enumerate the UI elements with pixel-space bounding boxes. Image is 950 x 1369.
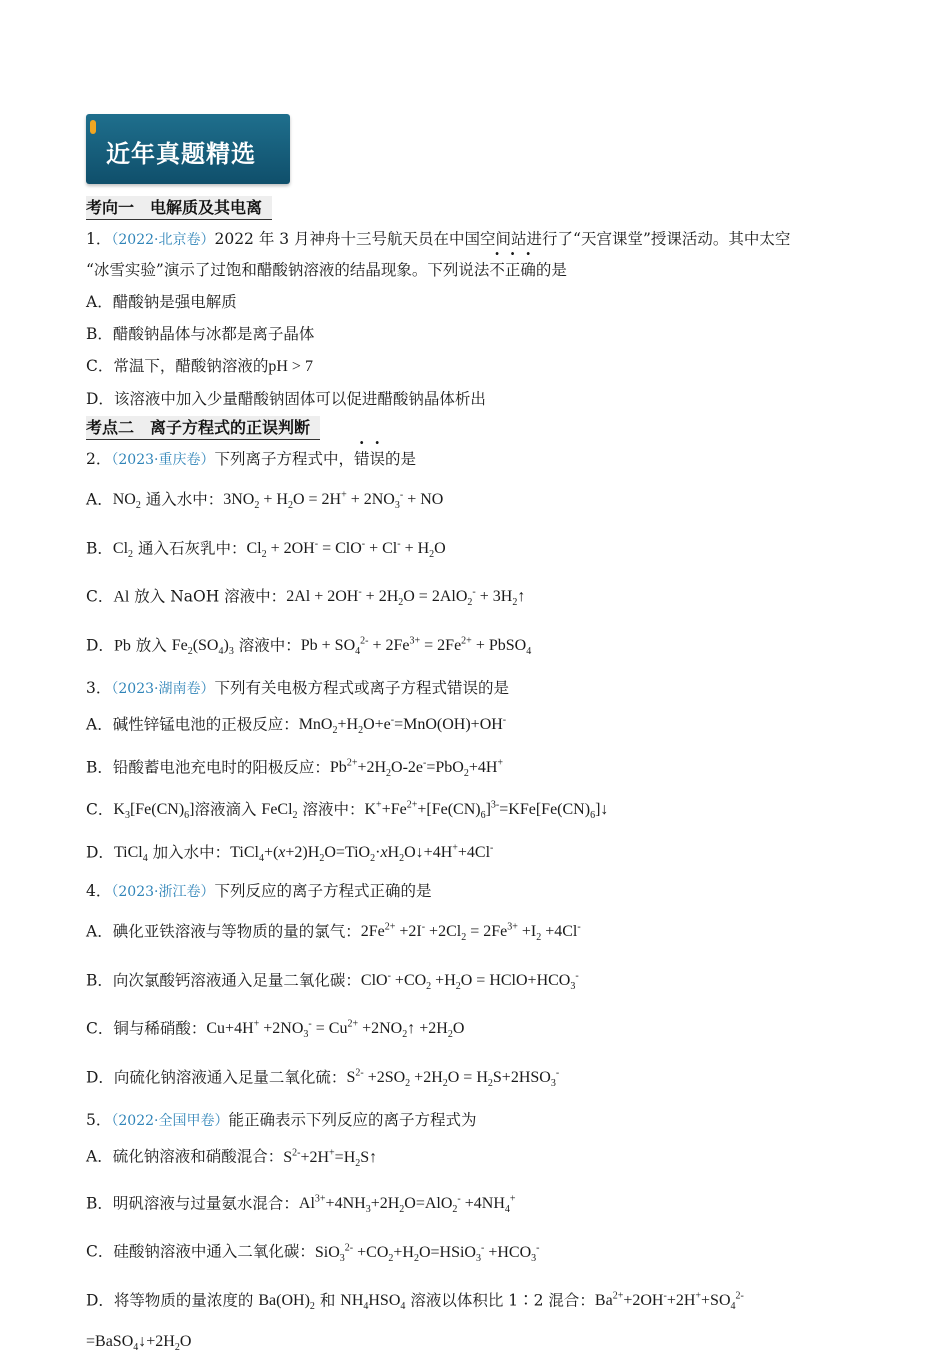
- q2-option-d: D．Pb 放入 $Fe_2(SO_4)_3$ 溶液中：$Pb + SO_4^{2-} + 2Fe^{3+} = 2Fe^{2+}$ + PbSO$_4$: [86, 635, 532, 658]
- q3-option-a: A．碱性锌锰电池的正极反应：$MnO_2+H_2O+e^-=MnO(OH)+OH^-$: [86, 715, 507, 737]
- q5-option-a: A．硫化钠溶液和硝酸混合：$S^{2-}+2H^+=H_2S↑$: [86, 1147, 378, 1169]
- q3-option-b: B．铅酸蓄电池充电时的阳极反应：$Pb^{2+}+2H_2O-2e^-=PbO_2+4H^+$: [86, 757, 504, 780]
- section-banner: [86, 114, 290, 184]
- q3-option-d: D．TiCl$_4$ 加入水中：$TiCl_4+(x+2)H_2O=TiO_2\cdot xH_2O↓+4H^++4Cl^-$: [86, 842, 494, 865]
- question-5: 5．（2022·全国甲卷）能正确表示下列反应的离子方程式为: [86, 1111, 477, 1130]
- question-4: 4．（2023·浙江卷）下列反应的离子方程式正确的是: [86, 882, 432, 901]
- q1-option-b: B．醋酸钠晶体与冰都是离子晶体: [86, 325, 315, 343]
- q3-option-c: C．$K_3[Fe(CN)_6]$溶液滴入 FeCl$_2$ 溶液中：$K^++Fe^{2+}+[Fe(CN)_6]^{3-}=KFe[Fe(CN)_6]↓$: [86, 800, 609, 822]
- section-heading-2: 考点二 离子方程式的正误判断: [86, 416, 866, 440]
- banner-title: 近年真题精选: [106, 140, 256, 168]
- q5-option-c: C．硅酸钠溶液中通入二氧化碳：$SiO_3^{2-} +CO_2+H_2O=HSiO_3^- +HCO_3^-$: [86, 1242, 540, 1264]
- document-body: [86, 194, 866, 1369]
- q5-option-d: D．将等物质的量浓度的 $Ba(OH)_2$ 和 $NH_4HSO_4$ 溶液以体积比 1∶2 混合：$Ba^{2+}+2OH^-+2H^++SO_4^{2-}$ $=BaSO_4↓+2H_2O$: [86, 1290, 744, 1354]
- q4-option-c: C．铜与稀硝酸：$Cu+4H^+ +2NO_3^- = Cu^{2+}$ $+2NO_2↑ +2H_2O$: [86, 1019, 465, 1041]
- banner-accent-mark: [90, 120, 96, 134]
- q4-option-d: D．向硫化钠溶液通入足量二氧化硫：$S^{2-} +2SO_2 +2H_2O = H_2S+2HSO_3^-$: [86, 1067, 560, 1090]
- q2-option-b: B．$Cl_2$ 通入石灰乳中：$Cl_2 + 2OH^- = ClO^- + Cl^- + H_2O$: [86, 538, 446, 561]
- q5-option-b: B．明矾溶液与过量氨水混合：$Al^{3+}+4NH_3+2H_2O=AlO_2^- +4NH_4^+$: [86, 1193, 516, 1216]
- question-1: 1．（2022·北京卷）2022 年 3 月神舟十三号航天员在中国空间站进行了“天宫课堂”授课活动。其中太空 “冰雪实验”演示了过饱和醋酸钠溶液的结晶现象。下列说法不正确的是: [86, 230, 791, 279]
- q2-option-c: C．Al 放入 NaOH 溶液中：$2Al + 2OH^- + 2H_2O = 2AlO_2^-$ + $3H_2↑$: [86, 587, 526, 609]
- q1-option-a: A．醋酸钠是强电解质: [86, 293, 237, 311]
- q1-option-d: D．该溶液中加入少量醋酸钠固体可以促进醋酸钠晶体析出: [86, 390, 486, 408]
- question-3: 3．（2023·湖南卷）下列有关电极方程式或离子方程式错误的是: [86, 679, 509, 698]
- q1-option-c: C．常温下，醋酸钠溶液的pH > 7: [86, 357, 313, 375]
- section-heading-1: 考向一 电解质及其电离: [86, 196, 866, 220]
- q4-option-a: A．碘化亚铁溶液与等物质的量的氯气：$2Fe^{2+} +2I^- +2Cl_2 = 2Fe^{3+} +I_2 +4Cl^-$: [86, 922, 581, 944]
- question-2: 2．（2023·重庆卷）下列离子方程式中，错误的是: [86, 450, 417, 468]
- q2-option-a: A．$NO_2$ 通入水中：$3NO_2 + H_2O = 2H^+ + 2NO_3^-$ + NO: [86, 490, 444, 512]
- q4-option-b: B．向次氯酸钙溶液通入足量二氧化碳：$ClO^- +CO_2 +H_2O$ = $HClO+HCO_3^-$: [86, 970, 579, 993]
